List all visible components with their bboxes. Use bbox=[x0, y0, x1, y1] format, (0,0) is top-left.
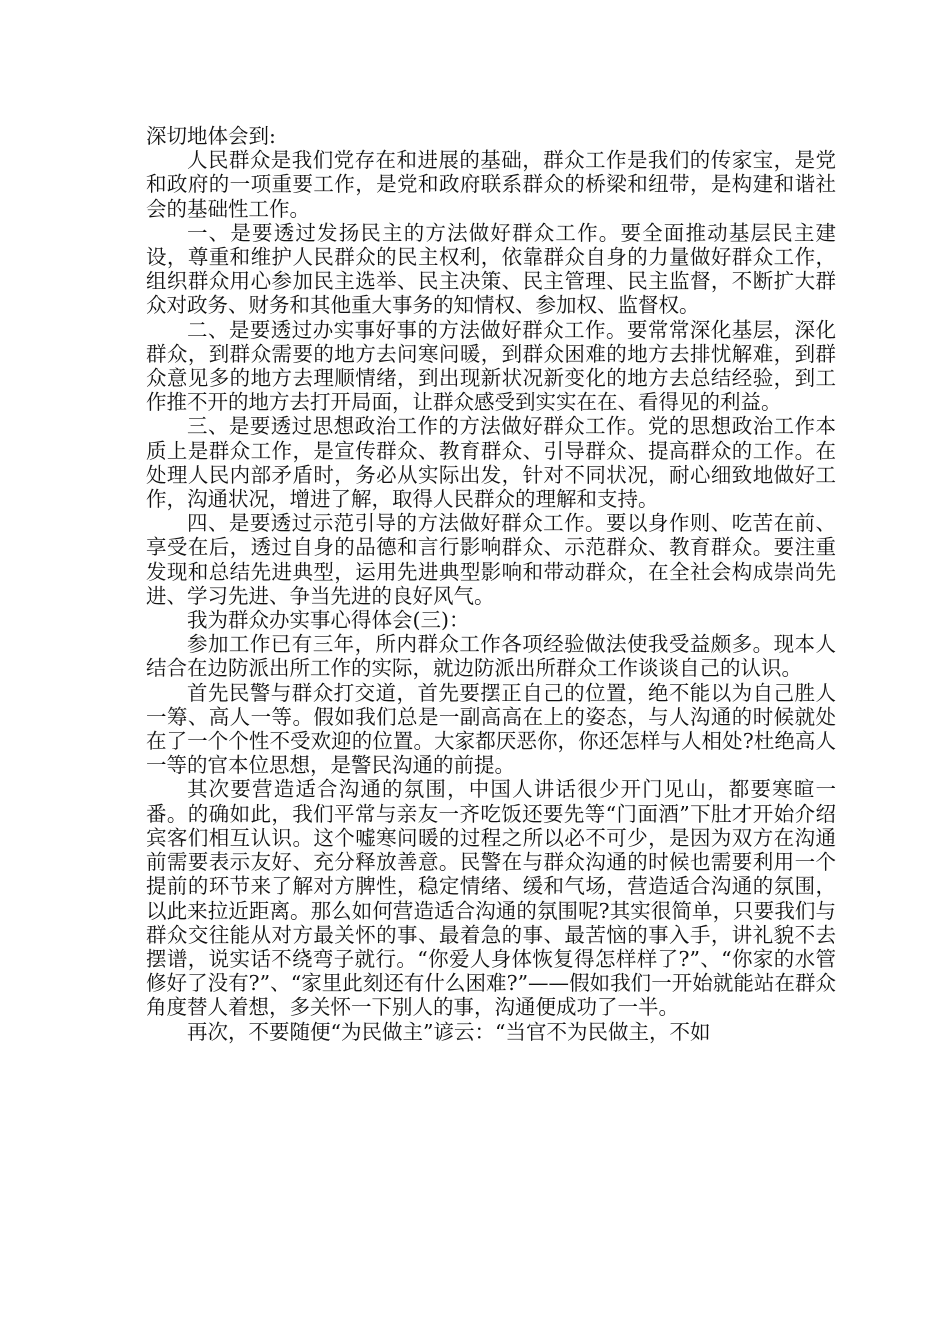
paragraph-point-two: 二、是要透过办实事好事的方法做好群众工作。要常常深化基层，深化群众，到群众需要的地方去问寒问暖，到群众困难的地方去排忧解难，到群众意见多的地方去理顺情绪，到出现新状况新变化的地方去总结经验，到工作推不开的地方去打开局面，让群众感受到实实在在、看得见的利益。 bbox=[146, 317, 836, 415]
section-heading-part-three: 我为群众办实事心得体会(三)： bbox=[187, 608, 470, 633]
paragraph-point-three: 三、是要透过思想政治工作的方法做好群众工作。党的思想政治工作本质上是群众工作，是宣传群众、教育群众、引导群众、提高群众的工作。在处理人民内部矛盾时，务必从实际出发，针对不同状况，耐心细致地做好工作，沟通状况，增进了解，取得人民群众的理解和支持。 bbox=[146, 414, 836, 512]
paragraph-third-decide: 再次，不要随便“为民做主”谚云：“当官不为民做主，不如 bbox=[187, 1019, 711, 1044]
paragraph-point-four: 四、是要透过示范引导的方法做好群众工作。要以身作则、吃苦在前、享受在后，透过自身的品德和言行影响群众、示范群众、教育群众。要注重发现和总结先进典型，运用先进典型影响和带动群众，在全社会构成崇尚先进、学习先进、争当先进的良好风气。 bbox=[146, 511, 836, 608]
paragraph-three-years: 参加工作已有三年，所内群众工作各项经验做法使我受益颇多。现本人结合在边防派出所工作的实际，就边防派出所群众工作谈谈自己的认识。 bbox=[146, 632, 836, 681]
paragraph-first-position: 首先民警与群众打交道，首先要摆正自己的位置，绝不能以为自己胜人一筹、高人一等。假如我们总是一副高高在上的姿态，与人沟通的时候就处在了一个个性不受欢迎的位置。大家都厌恶你，你还怎样与人相处?杜绝高人一等的官本位思想，是警民沟通的前提。 bbox=[146, 680, 836, 778]
document-body bbox=[146, 124, 836, 1044]
paragraph-mass-foundation: 人民群众是我们党存在和进展的基础，群众工作是我们的传家宝，是党和政府的一项重要工作，是党和政府联系群众的桥梁和纽带，是构建和谐社会的基础性工作。 bbox=[146, 148, 836, 221]
paragraph-second-atmosphere: 其次要营造适合沟通的氛围，中国人讲话很少开门见山，都要寒暄一番。的确如此，我们平常与亲友一齐吃饭还要先等“门面酒”下肚才开始介绍宾客们相互认识。这个嘘寒问暖的过程之所以必不可少，是因为双方在沟通前需要表示友好、充分释放善意。民警在与群众沟通的时候也需要利用一个提前的环节来了解对方脾性，稳定情绪、缓和气场，营造适合沟通的氛围，以此来拉近距离。那么如何营造适合沟通的氛围呢?其实很简单，只要我们与群众交往能从对方最关怀的事、最着急的事、最苦恼的事入手，讲礼貌不去摆谱，说实话不绕弯子就行。“你爱人身体恢复得怎样样了?”、“你家的水管修好了没有?”、“家里此刻还有什么困难?”——假如我们一开始就能站在群众角度替人着想，多关怀一下别人的事，沟通便成功了一半。 bbox=[146, 777, 836, 1020]
paragraph-intro: 深切地体会到: bbox=[146, 124, 276, 148]
paragraph-point-one: 一、是要透过发扬民主的方法做好群众工作。要全面推动基层民主建设，尊重和维护人民群众的民主权利，依靠群众自身的力量做好群众工作，组织群众用心参加民主选举、民主决策、民主管理、民主监督，不断扩大群众对政务、财务和其他重大事务的知情权、参加权、监督权。 bbox=[146, 220, 836, 318]
